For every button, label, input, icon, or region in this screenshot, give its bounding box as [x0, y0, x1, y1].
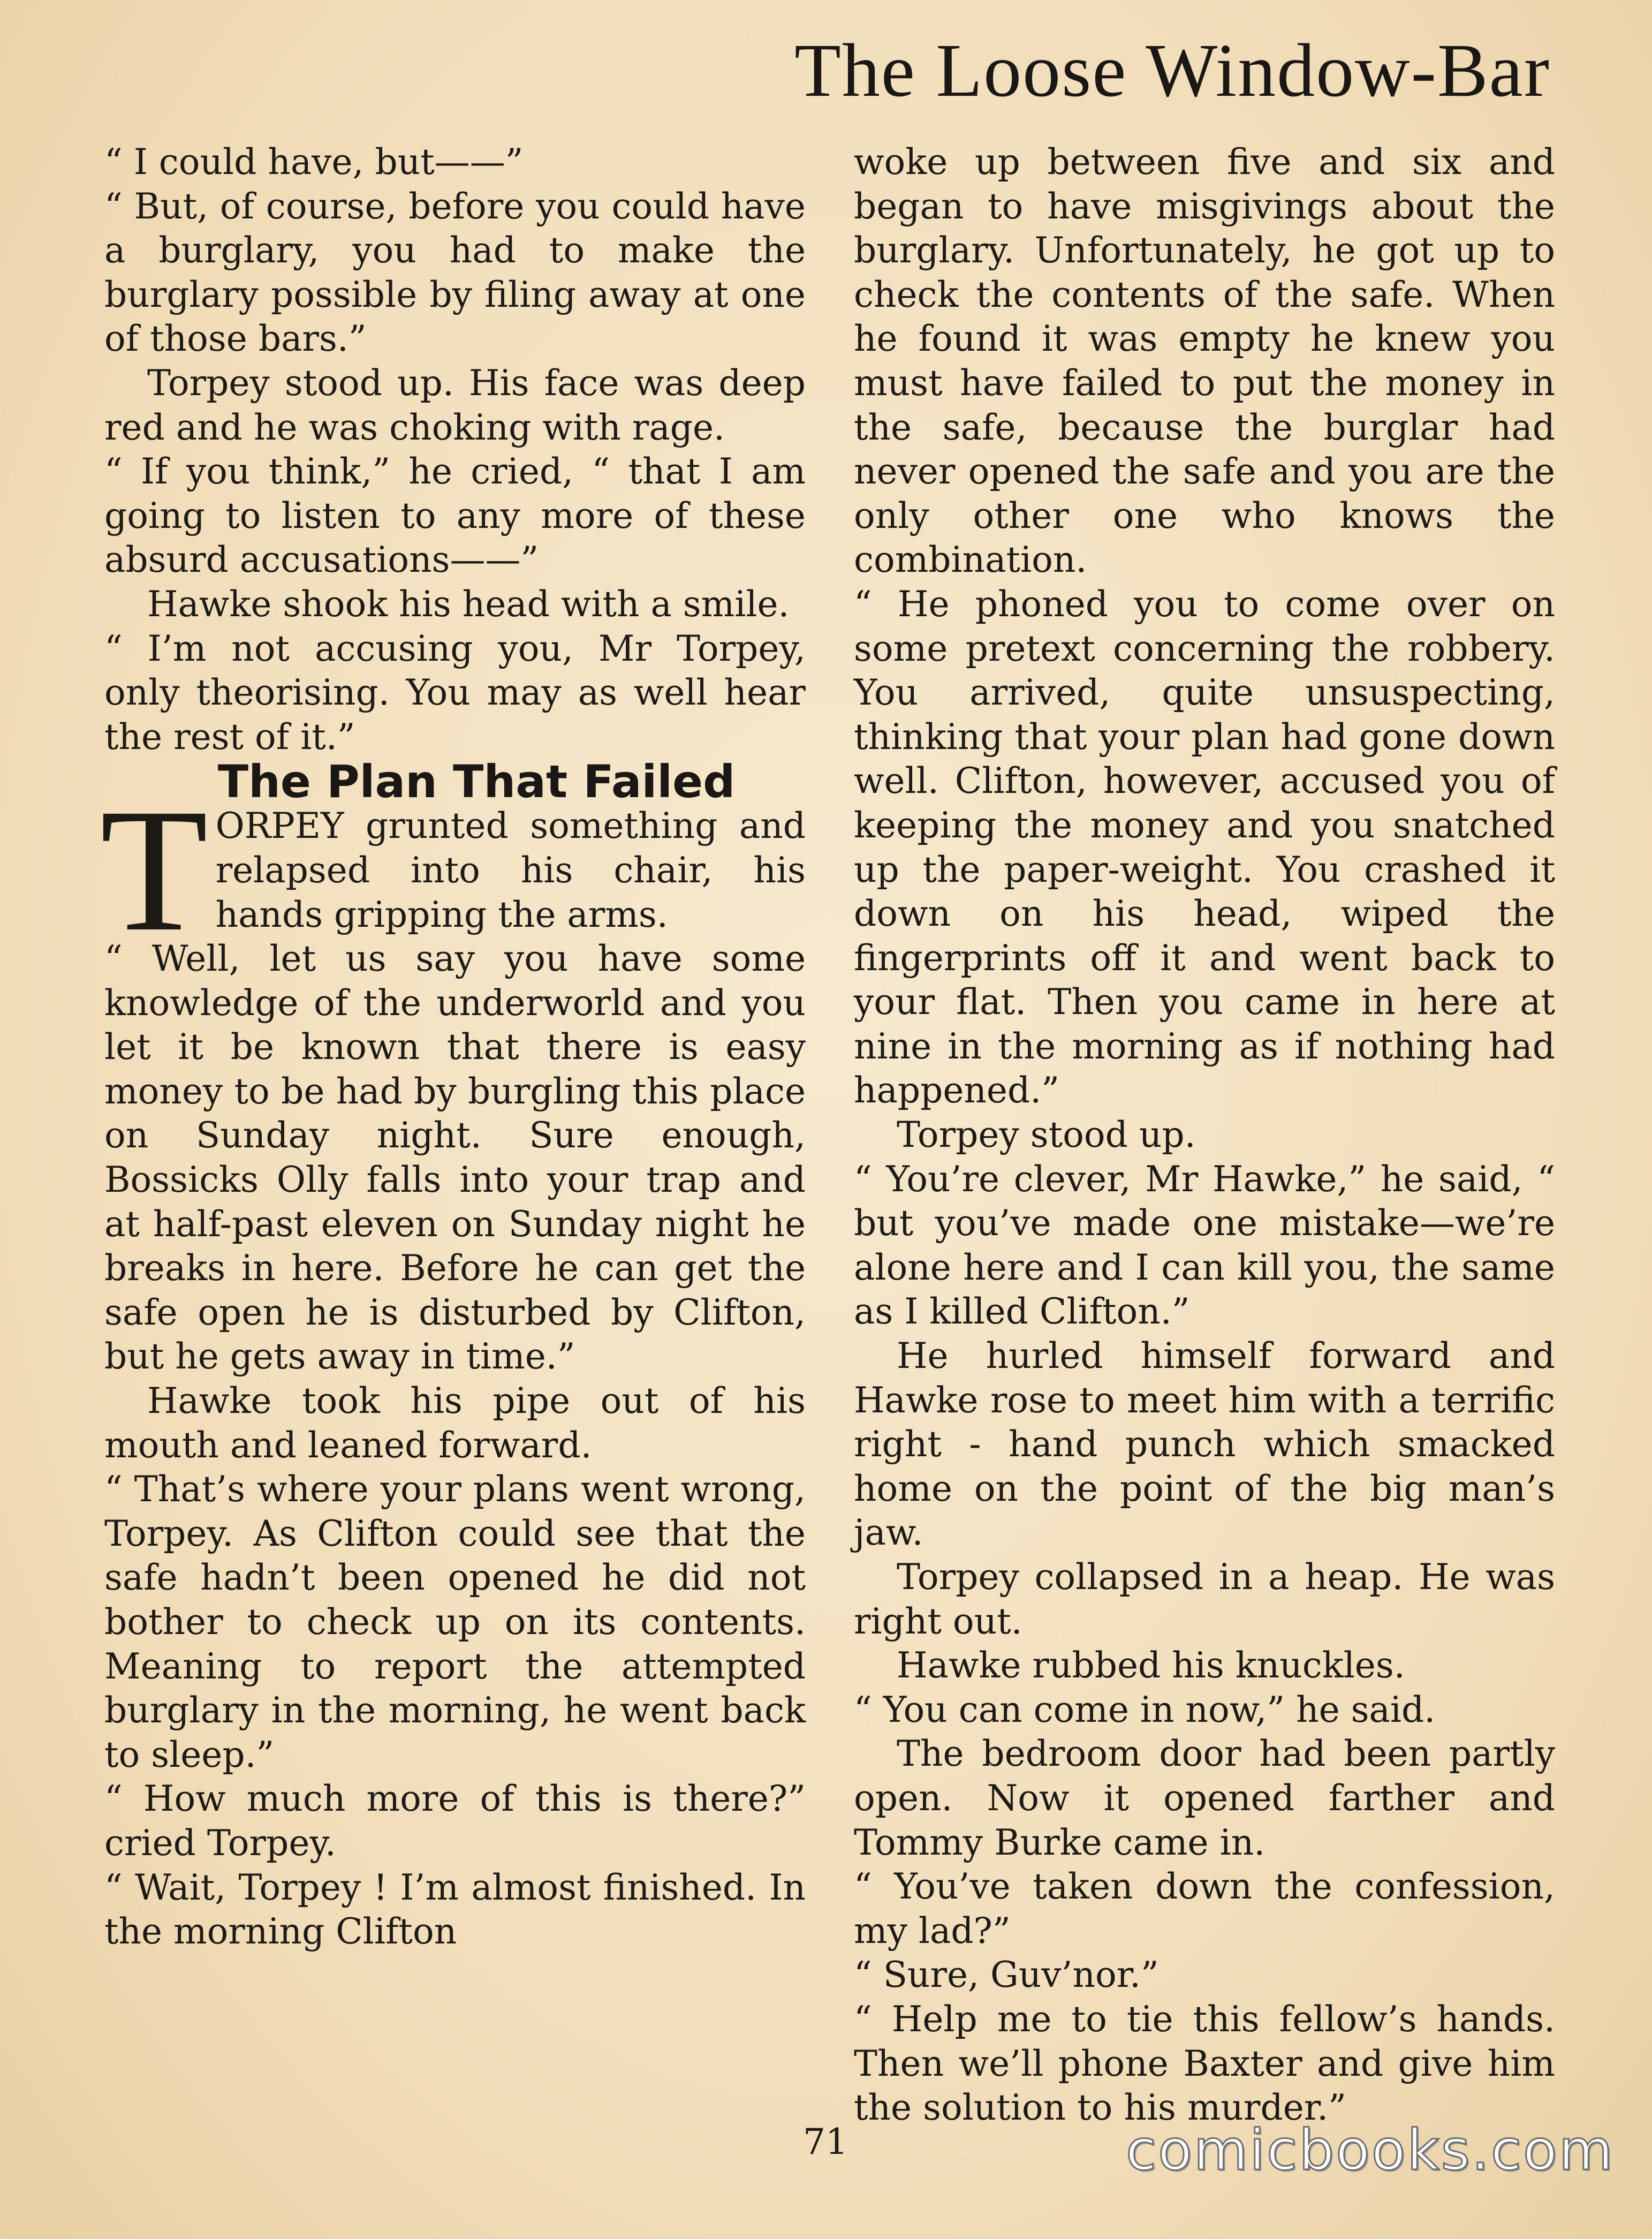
drop-cap: T [100, 773, 208, 969]
left-column [100, 140, 806, 1954]
paragraph: “ He phoned you to come over on some pretext concerning the robbery. You arrived, quite unsuspecting, thinking that your plan had gone down well. Clifton, however, accused you of keeping the money and you snatched up the paper-weight. You crashed it down on his head, wiped the fingerprints off it and went back to your flat. Then you came in here at nine in the morning as if nothing had happened.” [854, 583, 1555, 1111]
paragraph: “ How much more of this is there?” cried Torpey. [104, 1778, 806, 1864]
paragraph: Hawke took his pipe out of his mouth and leaned forward. [104, 1380, 806, 1466]
paragraph: “ You’ve taken down the confession, my lad?” [854, 1866, 1555, 1951]
paragraph: Torpey stood up. His face was deep red and he was choking with rage. [104, 362, 806, 448]
paragraph: “ You can come in now,” he said. [854, 1689, 1436, 1730]
paragraph: “ I’m not accusing you, Mr Torpey, only theorising. You may as well hear the rest of it.” [104, 627, 806, 758]
paragraph: “ You’re clever, Mr Hawke,” he said, “ but you’ve made one mistake—we’re alone here and I can kill you, the same as I killed Clifton.” [854, 1158, 1555, 1333]
watermark: comicbooks.com [1125, 2117, 1615, 2183]
paragraph: “ Sure, Guv’nor.” [854, 1954, 1159, 1996]
paragraph: “ Wait, Torpey ! I’m almost finished. In the morning Clifton [104, 1866, 806, 1953]
paragraph: Torpey stood up. [897, 1114, 1196, 1156]
dropcap-paragraph-text: ORPEY grunted something and relapsed into his chair, his hands gripping the arms. [215, 805, 806, 935]
page-number: 71 [803, 2121, 848, 2162]
paragraph: “ That’s where your plans went wrong, Torpey. As Clifton could see that the safe hadn’t been opened he did not bother to check up on its contents. Meaning to report the attempted burglary in the morning, he went back to sleep.” [104, 1469, 806, 1775]
paragraph: Hawke rubbed his knuckles. [897, 1645, 1405, 1686]
running-head: The Loose Window-Bar [794, 28, 1550, 112]
section-subheading: The Plan That Failed [217, 755, 736, 808]
right-column [854, 140, 1555, 2130]
paragraph: “ But, of course, before you could have a burglary, you had to make the burglary possible by filing away at one of those bars.” [104, 185, 806, 360]
paragraph: “ I could have, but——” [104, 141, 524, 183]
paragraph: woke up between five and six and began to have misgivings about the burglary. Unfortunately, he got up to check the contents of the safe. When he found it was empty he knew you must have failed to put the money in the safe, because the burglar had never opened the safe and you are the only other one who knows the combination. [854, 141, 1555, 581]
paragraph: Torpey collapsed in a heap. He was right out. [854, 1556, 1555, 1642]
paragraph: “ Well, let us say you have some knowledge of the underworld and you let it be known that there is easy money to be had by burgling this place on Sunday night. Sure enough, Bossicks Olly falls into your trap and at half-past eleven on Sunday night he breaks in here. Before he can get the safe open he is disturbed by Clifton, but he gets away in time.” [104, 938, 806, 1378]
paragraph: “ Help me to tie this fellow’s hands. Then we’ll phone Baxter and give him the solution to his murder.” [854, 1998, 1555, 2129]
paragraph: He hurled himself forward and Hawke rose to meet him with a terrific right - hand punch which smacked home on the point of the big man’s jaw. [854, 1335, 1555, 1554]
paragraph: The bedroom door had been partly open. Now it opened farther and Tommy Burke came in. [854, 1733, 1555, 1863]
paragraph: “ If you think,” he cried, “ that I am going to listen to any more of these absurd accusations——” [104, 451, 806, 581]
paragraph: Hawke shook his head with a smile. [147, 583, 790, 625]
